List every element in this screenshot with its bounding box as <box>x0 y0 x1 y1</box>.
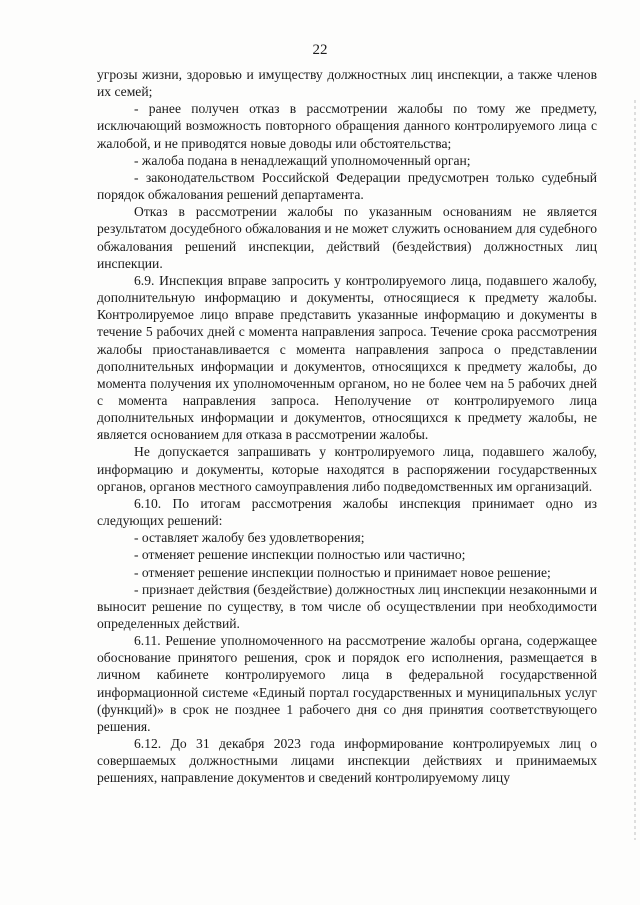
paragraph-6-10: 6.10. По итогам рассмотрения жалобы инспекция принимает одно из следующих решений: <box>97 495 597 529</box>
list-item-decision-1: - оставляет жалобу без удовлетворения; <box>134 530 365 546</box>
list-item-decision-3: - отменяет решение инспекции полностью и принимает новое решение; <box>134 564 551 580</box>
paragraph-6-12: 6.12. До 31 декабря 2023 года информирование контролируемых лиц о совершаемых должностными лицами инспекции действиях и принимаемых решениях, направление документов и сведений контролируемому лицу <box>97 736 597 786</box>
paragraph-refusal-note: Отказ в рассмотрении жалобы по указанным основаниям не является результатом досудебного обжалования и не может служить основанием для судебного обжалования решений инспекции, действий (бездействия) должностных лиц инспекции. <box>97 204 597 271</box>
scan-edge-mark <box>634 100 636 840</box>
list-item-judicial-only: - законодательством Российской Федерации предусмотрен только судебный порядок обжалования решений департамента. <box>97 169 597 203</box>
paragraph-6-11: 6.11. Решение уполномоченного на рассмотрение жалобы органа, содержащее обоснование принятого решения, срок и порядок его исполнения, размещается в личном кабинете контролируемого лица в федеральной государственной информационной системе «Единый портал государственных и муниципальных услуг (функций)» в срок не позднее 1 рабочего дня со дня принятия соответствующего решения. <box>97 633 597 734</box>
list-item-decision-4: - признает действия (бездействие) должностных лиц инспекции незаконными и выносит решение по существу, в том числе об осуществлении при необходимости определенных действий. <box>97 581 597 631</box>
list-item-prior-refusal: - ранее получен отказ в рассмотрении жалобы по тому же предмету, исключающий возможность повторного обращения данного контролируемого лица с жалобой, и не приводятся новые доводы или обстоятельства; <box>97 101 597 151</box>
paragraph-no-request: Не допускается запрашивать у контролируемого лица, подавшего жалобу, информацию и документы, которые находятся в распоряжении государственных органов, органов местного самоуправления либо подведомственных им организаций. <box>97 444 597 494</box>
list-item-decision-2: - отменяет решение инспекции полностью или частично; <box>134 547 466 563</box>
page-number: 22 <box>312 42 328 58</box>
document-body <box>97 66 597 787</box>
paragraph-6-9: 6.9. Инспекция вправе запросить у контролируемого лица, подавшего жалобу, дополнительную информацию и документы, относящиеся к предмету жалобы. Контролируемое лицо вправе представить указанные информацию и документы в течение 5 рабочих дней с момента направления запроса. Течение срока рассмотрения жалобы приостанавливается с момента направления запроса о представлении дополнительных информации и документов, относящихся к предмету жалобы, до момента получения их уполномоченным органом, но не более чем на 5 рабочих дней с момента направления запроса. Неполучение от контролируемого лица дополнительных информации и документов, относящихся к предмету жалобы, не является основанием для отказа в рассмотрении жалобы. <box>97 272 597 443</box>
list-item-wrong-authority: - жалоба подана в ненадлежащий уполномоченный орган; <box>134 152 471 168</box>
paragraph-continuation: угрозы жизни, здоровью и имуществу должностных лиц инспекции, а также членов их семей; <box>97 67 597 100</box>
